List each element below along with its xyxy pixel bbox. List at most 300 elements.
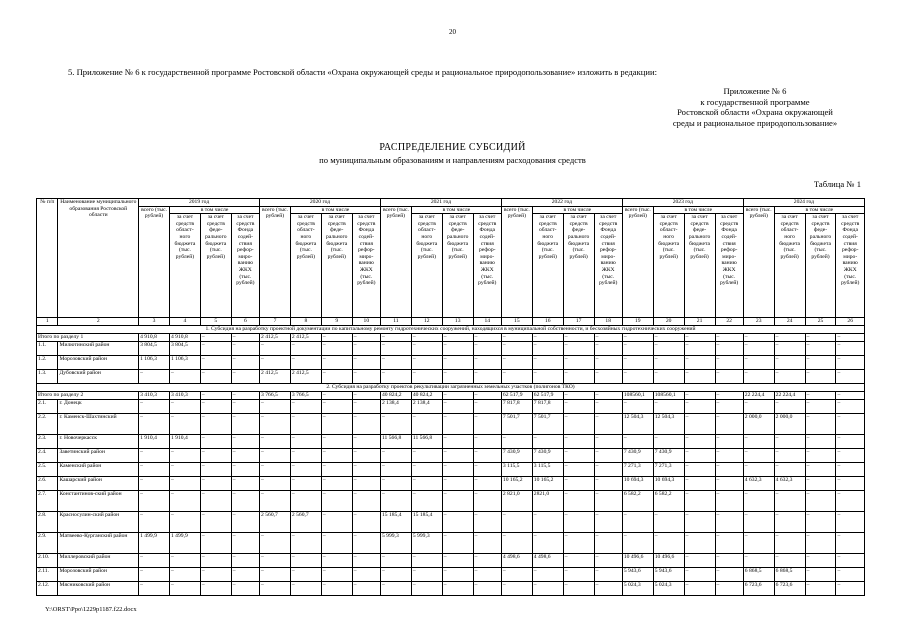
value-cell: – <box>380 491 411 512</box>
value-cell: – <box>594 554 622 568</box>
total-cell: 62 517,9 <box>501 392 532 400</box>
value-cell: – <box>563 463 594 477</box>
value-cell: – <box>715 435 743 449</box>
value-cell: 2 821,0 <box>501 491 532 512</box>
value-cell: – <box>321 356 352 370</box>
section-total-label: Итого по разделу 2 <box>37 392 139 400</box>
column-number: 5 <box>200 318 231 326</box>
column-number: 15 <box>501 318 532 326</box>
value-cell: – <box>260 582 291 596</box>
value-cell: 7 430,9 <box>622 449 653 463</box>
total-cell: – <box>380 334 411 342</box>
value-cell: – <box>715 414 743 435</box>
value-cell: 7 817,8 <box>532 400 563 414</box>
value-cell: – <box>594 435 622 449</box>
value-cell: – <box>805 477 836 491</box>
value-cell: – <box>442 435 473 449</box>
column-number: 21 <box>684 318 715 326</box>
value-cell: – <box>836 356 865 370</box>
total-cell: 2 412,5 <box>290 334 321 342</box>
total-cell: – <box>836 392 865 400</box>
value-cell: 15 185,4 <box>411 512 442 533</box>
total-cell: – <box>473 392 501 400</box>
value-cell: – <box>442 400 473 414</box>
column-number: 11 <box>380 318 411 326</box>
value-cell: – <box>743 435 774 449</box>
total-cell: – <box>805 392 836 400</box>
value-cell: – <box>290 414 321 435</box>
value-cell: – <box>200 491 231 512</box>
value-cell: – <box>684 370 715 384</box>
value-cell: – <box>169 449 200 463</box>
value-cell: – <box>260 356 291 370</box>
value-cell: – <box>200 512 231 533</box>
row-municipality: г. Новочеркасск <box>58 435 139 449</box>
header-including: в том числе <box>411 206 501 214</box>
value-cell: – <box>169 370 200 384</box>
value-cell: – <box>260 414 291 435</box>
appendix-heading <box>640 86 870 128</box>
value-cell: – <box>684 554 715 568</box>
value-cell: – <box>442 342 473 356</box>
value-cell: – <box>532 342 563 356</box>
value-cell: 2 138,4 <box>411 400 442 414</box>
header-source: за счет средств феде- рального бюджета (тыс. рублей) <box>200 214 231 318</box>
value-cell: – <box>501 512 532 533</box>
value-cell: – <box>260 342 291 356</box>
value-cell: – <box>805 342 836 356</box>
row-municipality: Дубовский район <box>58 370 139 384</box>
value-cell: – <box>594 342 622 356</box>
value-cell: – <box>715 533 743 554</box>
value-cell: – <box>715 554 743 568</box>
header-including: в том числе <box>532 206 622 214</box>
value-cell: – <box>743 342 774 356</box>
row-number: 2.12. <box>37 582 58 596</box>
total-cell: – <box>200 334 231 342</box>
value-cell: – <box>836 533 865 554</box>
value-cell: – <box>139 370 170 384</box>
value-cell: – <box>501 342 532 356</box>
value-cell: 3 115,5 <box>532 463 563 477</box>
value-cell: – <box>743 449 774 463</box>
value-cell: – <box>594 356 622 370</box>
value-cell: – <box>200 449 231 463</box>
value-cell: – <box>473 449 501 463</box>
table-row <box>37 568 865 582</box>
value-cell: – <box>684 533 715 554</box>
column-number: 7 <box>260 318 291 326</box>
value-cell: 10 694,3 <box>622 477 653 491</box>
value-cell: – <box>321 449 352 463</box>
value-cell: – <box>169 477 200 491</box>
value-cell: – <box>836 400 865 414</box>
value-cell: – <box>532 512 563 533</box>
value-cell: 6 723,6 <box>743 582 774 596</box>
header-including: в том числе <box>653 206 743 214</box>
value-cell: 12 504,3 <box>622 414 653 435</box>
value-cell: – <box>715 568 743 582</box>
row-municipality: Милютинский район <box>58 342 139 356</box>
column-number: 26 <box>836 318 865 326</box>
value-cell: 1 499,9 <box>169 533 200 554</box>
total-cell: – <box>473 334 501 342</box>
subsidy-table <box>36 198 865 596</box>
value-cell: – <box>321 370 352 384</box>
value-cell: – <box>715 477 743 491</box>
value-cell: – <box>260 477 291 491</box>
total-cell: – <box>321 392 352 400</box>
value-cell: – <box>805 356 836 370</box>
value-cell: – <box>139 568 170 582</box>
value-cell: – <box>139 477 170 491</box>
value-cell: 2821,0 <box>532 491 563 512</box>
value-cell: – <box>321 491 352 512</box>
value-cell: – <box>774 356 805 370</box>
value-cell: – <box>594 463 622 477</box>
value-cell: – <box>532 533 563 554</box>
value-cell: 7 817,8 <box>501 400 532 414</box>
value-cell: – <box>774 449 805 463</box>
value-cell: – <box>169 491 200 512</box>
table-row <box>37 554 865 568</box>
value-cell: – <box>442 491 473 512</box>
value-cell: 10 496,6 <box>622 554 653 568</box>
value-cell: – <box>594 512 622 533</box>
value-cell: – <box>411 463 442 477</box>
value-cell: – <box>743 491 774 512</box>
total-cell: 40 824,2 <box>411 392 442 400</box>
value-cell: – <box>594 491 622 512</box>
column-number: 3 <box>139 318 170 326</box>
total-cell: – <box>684 392 715 400</box>
value-cell: – <box>684 435 715 449</box>
value-cell: – <box>563 533 594 554</box>
value-cell: – <box>473 435 501 449</box>
table-row <box>37 449 865 463</box>
value-cell: – <box>290 356 321 370</box>
value-cell: – <box>743 512 774 533</box>
document-title: РАСПРЕДЕЛЕНИЕ СУБСИДИЙ <box>379 142 526 153</box>
value-cell: – <box>260 554 291 568</box>
value-cell: – <box>473 512 501 533</box>
value-cell: – <box>290 449 321 463</box>
row-municipality: Морозовский район <box>58 568 139 582</box>
value-cell: – <box>805 582 836 596</box>
value-cell: 2 000,0 <box>774 414 805 435</box>
value-cell: – <box>231 463 259 477</box>
value-cell: 7 501,7 <box>501 414 532 435</box>
value-cell: – <box>684 477 715 491</box>
total-cell: 22 224,4 <box>743 392 774 400</box>
header-including: в том числе <box>169 206 259 214</box>
row-municipality: Константинов-ский район <box>58 491 139 512</box>
value-cell: – <box>231 435 259 449</box>
row-municipality: Красносулин-ский район <box>58 512 139 533</box>
value-cell: – <box>321 582 352 596</box>
header-year: 2023 год <box>622 199 743 207</box>
value-cell: – <box>442 582 473 596</box>
value-cell: – <box>501 435 532 449</box>
header-source: за счет средств Фонда содей- ствия рефор- миро- ванию ЖКХ (тыс. рублей) <box>231 214 259 318</box>
value-cell: – <box>563 554 594 568</box>
value-cell: – <box>653 435 684 449</box>
value-cell: – <box>321 554 352 568</box>
appendix-line: Ростовской области «Охрана окружающей <box>677 107 833 118</box>
row-number: 2.5. <box>37 463 58 477</box>
value-cell: – <box>442 477 473 491</box>
value-cell: – <box>684 512 715 533</box>
value-cell: – <box>411 414 442 435</box>
column-number: 23 <box>743 318 774 326</box>
header-source: за счет средств област- ного бюджета (тыс. рублей) <box>653 214 684 318</box>
row-municipality: Каменский район <box>58 463 139 477</box>
value-cell: – <box>169 568 200 582</box>
row-number: 2.9. <box>37 533 58 554</box>
value-cell: – <box>442 449 473 463</box>
value-cell: – <box>442 512 473 533</box>
column-number: 22 <box>715 318 743 326</box>
value-cell: – <box>139 491 170 512</box>
value-cell: – <box>352 400 380 414</box>
row-number: 1.3. <box>37 370 58 384</box>
value-cell: – <box>200 554 231 568</box>
value-cell: – <box>532 356 563 370</box>
value-cell: – <box>473 568 501 582</box>
value-cell: 7 271,3 <box>653 463 684 477</box>
value-cell: – <box>836 435 865 449</box>
value-cell: – <box>290 533 321 554</box>
value-cell: – <box>774 491 805 512</box>
total-cell: – <box>774 334 805 342</box>
total-cell: 62 517,9 <box>532 392 563 400</box>
value-cell: – <box>380 582 411 596</box>
value-cell: 7 430,9 <box>501 449 532 463</box>
value-cell: – <box>231 400 259 414</box>
value-cell: – <box>805 449 836 463</box>
value-cell: – <box>473 356 501 370</box>
row-municipality: г. Донецк <box>58 400 139 414</box>
table-row <box>37 463 865 477</box>
value-cell: – <box>836 414 865 435</box>
value-cell: 4 498,6 <box>532 554 563 568</box>
value-cell: – <box>139 512 170 533</box>
value-cell: – <box>321 400 352 414</box>
value-cell: – <box>774 370 805 384</box>
value-cell: – <box>473 414 501 435</box>
column-number: 20 <box>653 318 684 326</box>
value-cell: – <box>200 477 231 491</box>
value-cell: – <box>501 370 532 384</box>
value-cell: – <box>231 370 259 384</box>
row-municipality: Миллеровский район <box>58 554 139 568</box>
value-cell: – <box>594 582 622 596</box>
total-cell: – <box>715 334 743 342</box>
value-cell: – <box>715 400 743 414</box>
value-cell: – <box>653 400 684 414</box>
value-cell: – <box>836 582 865 596</box>
value-cell: 10 496,6 <box>653 554 684 568</box>
column-number: 2 <box>58 318 139 326</box>
value-cell: 3 115,5 <box>501 463 532 477</box>
value-cell: – <box>805 491 836 512</box>
value-cell: – <box>532 435 563 449</box>
value-cell: – <box>501 568 532 582</box>
value-cell: – <box>260 435 291 449</box>
value-cell: – <box>411 568 442 582</box>
value-cell: – <box>442 356 473 370</box>
row-number: 2.1. <box>37 400 58 414</box>
value-cell: – <box>200 342 231 356</box>
value-cell: – <box>411 342 442 356</box>
value-cell: – <box>805 370 836 384</box>
row-number: 2.10. <box>37 554 58 568</box>
value-cell: – <box>380 568 411 582</box>
document-subtitle: по муниципальным образованиям и направлениям расходования средств <box>319 155 586 165</box>
value-cell: – <box>352 463 380 477</box>
value-cell: – <box>563 477 594 491</box>
value-cell: – <box>473 491 501 512</box>
table-row <box>37 400 865 414</box>
value-cell: – <box>473 342 501 356</box>
value-cell: – <box>200 582 231 596</box>
value-cell: 6 582,2 <box>653 491 684 512</box>
value-cell: – <box>684 582 715 596</box>
value-cell: – <box>684 463 715 477</box>
total-cell: 3 766,5 <box>290 392 321 400</box>
total-cell: – <box>352 334 380 342</box>
header-source: за счет средств феде- рального бюджета (тыс. рублей) <box>563 214 594 318</box>
total-cell: – <box>743 334 774 342</box>
value-cell: – <box>352 582 380 596</box>
total-cell: – <box>411 334 442 342</box>
header-total: всего (тыс. рублей) <box>139 206 170 318</box>
value-cell: – <box>622 533 653 554</box>
column-number: 24 <box>774 318 805 326</box>
value-cell: – <box>805 533 836 554</box>
total-cell: – <box>231 334 259 342</box>
value-cell: 1 910,4 <box>169 435 200 449</box>
column-number: 1 <box>37 318 58 326</box>
value-cell: – <box>352 342 380 356</box>
value-cell: – <box>715 491 743 512</box>
value-cell: – <box>290 477 321 491</box>
total-cell: – <box>352 392 380 400</box>
value-cell: – <box>501 582 532 596</box>
value-cell: – <box>805 414 836 435</box>
header-total: всего (тыс. рублей) <box>380 206 411 318</box>
value-cell: – <box>715 342 743 356</box>
header-source: за счет средств Фонда содей- ствия рефор- миро- ванию ЖКХ (тыс. рублей) <box>715 214 743 318</box>
value-cell: – <box>380 414 411 435</box>
value-cell: – <box>380 477 411 491</box>
value-cell: – <box>563 435 594 449</box>
column-number: 18 <box>594 318 622 326</box>
value-cell: 7 430,9 <box>532 449 563 463</box>
total-cell: 3 410,3 <box>169 392 200 400</box>
column-number: 6 <box>231 318 259 326</box>
value-cell: – <box>473 554 501 568</box>
value-cell: 4 498,6 <box>501 554 532 568</box>
row-number: 2.3. <box>37 435 58 449</box>
value-cell: – <box>836 449 865 463</box>
value-cell: – <box>594 533 622 554</box>
table-row <box>37 582 865 596</box>
value-cell: – <box>139 414 170 435</box>
value-cell: – <box>473 582 501 596</box>
header-source: за счет средств феде- рального бюджета (тыс. рублей) <box>805 214 836 318</box>
value-cell: – <box>653 342 684 356</box>
value-cell: – <box>231 568 259 582</box>
value-cell: – <box>563 414 594 435</box>
value-cell: – <box>411 370 442 384</box>
value-cell: 2 412,5 <box>260 370 291 384</box>
total-cell: 108560,1 <box>653 392 684 400</box>
value-cell: – <box>594 370 622 384</box>
header-source: за счет средств област- ного бюджета (тыс. рублей) <box>532 214 563 318</box>
value-cell: – <box>231 414 259 435</box>
value-cell: 2 138,4 <box>380 400 411 414</box>
total-cell: – <box>622 334 653 342</box>
section-title: 2. Субсидия на разработку проектов рекультивации загрязненных земельных участков (полигонов ТКО) <box>37 384 865 392</box>
value-cell: – <box>442 568 473 582</box>
row-number: 2.4. <box>37 449 58 463</box>
value-cell: – <box>442 414 473 435</box>
value-cell: – <box>231 342 259 356</box>
value-cell: – <box>805 512 836 533</box>
value-cell: – <box>532 568 563 582</box>
row-number: 2.7. <box>37 491 58 512</box>
value-cell: – <box>622 400 653 414</box>
header-year: 2020 год <box>260 199 381 207</box>
file-path-footer: Y:\ORST\Ppo\1229p1187.f22.docx <box>45 606 137 613</box>
total-cell: – <box>563 334 594 342</box>
value-cell: – <box>805 568 836 582</box>
value-cell: 5 943,6 <box>653 568 684 582</box>
value-cell: 4 632,3 <box>743 477 774 491</box>
value-cell: – <box>380 342 411 356</box>
value-cell: – <box>653 356 684 370</box>
value-cell: – <box>290 554 321 568</box>
table-row <box>37 477 865 491</box>
column-number: 4 <box>169 318 200 326</box>
header-year: 2019 год <box>139 199 260 207</box>
value-cell: – <box>231 356 259 370</box>
value-cell: 3 804,5 <box>169 342 200 356</box>
value-cell: – <box>352 435 380 449</box>
value-cell: – <box>836 568 865 582</box>
row-number: 2.6. <box>37 477 58 491</box>
value-cell: – <box>594 400 622 414</box>
row-number: 2.8. <box>37 512 58 533</box>
header-source: за счет средств област- ного бюджета (тыс. рублей) <box>774 214 805 318</box>
value-cell: – <box>473 370 501 384</box>
value-cell: – <box>715 512 743 533</box>
value-cell: – <box>684 568 715 582</box>
total-cell: – <box>442 334 473 342</box>
table-row <box>37 356 865 370</box>
value-cell: – <box>200 435 231 449</box>
value-cell: – <box>411 356 442 370</box>
row-number: 2.11. <box>37 568 58 582</box>
value-cell: – <box>594 477 622 491</box>
total-cell: – <box>594 392 622 400</box>
total-cell: 4 910,8 <box>169 334 200 342</box>
total-cell: 40 824,2 <box>380 392 411 400</box>
value-cell: – <box>352 568 380 582</box>
value-cell: – <box>352 449 380 463</box>
value-cell: – <box>743 356 774 370</box>
